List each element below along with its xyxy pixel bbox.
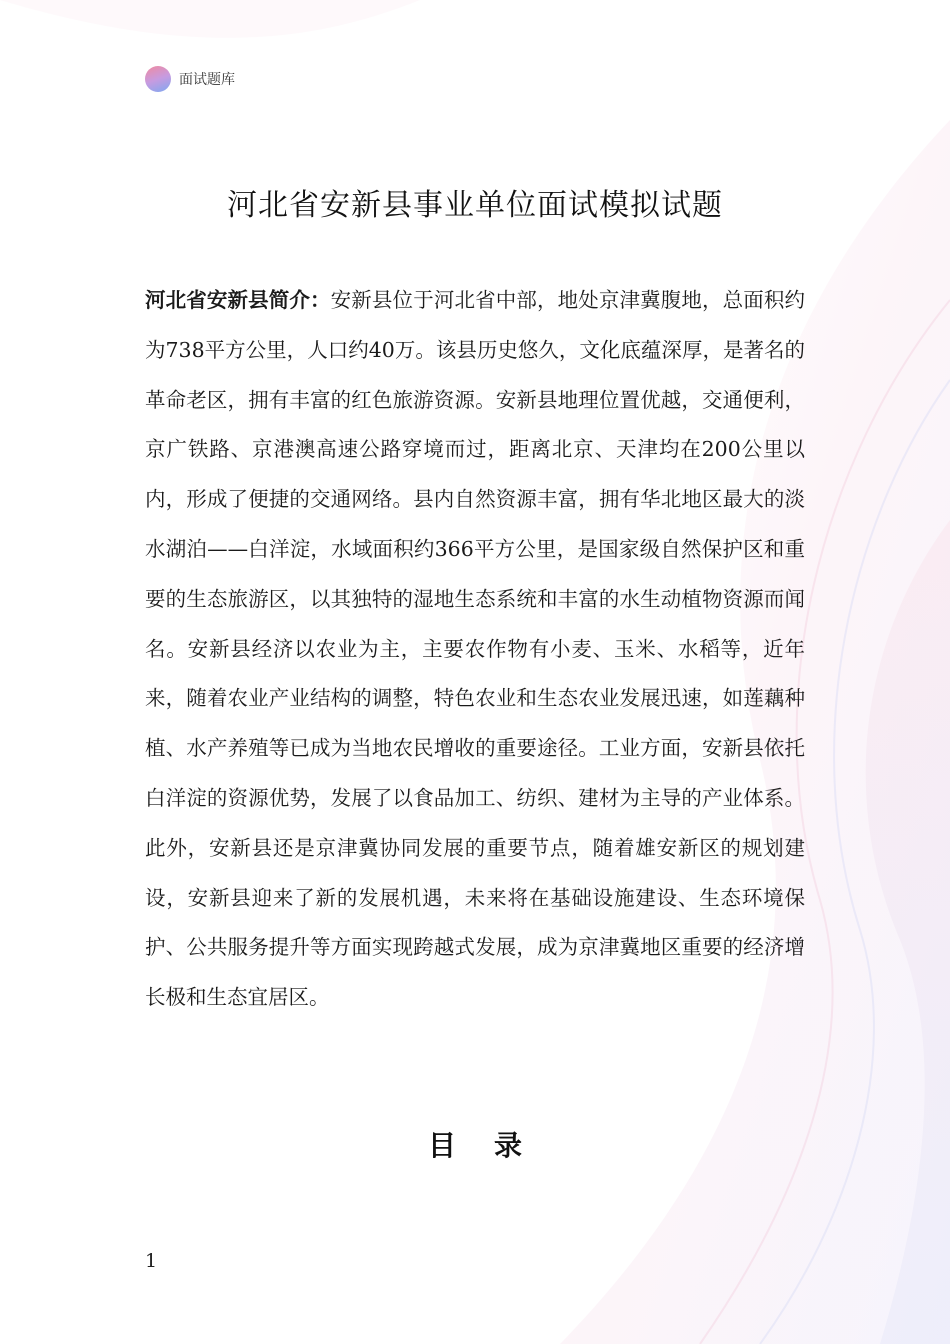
page-number: 1 <box>145 1250 158 1272</box>
intro-paragraph <box>145 276 805 1023</box>
logo-icon <box>145 66 171 92</box>
document-title: 河北省安新县事业单位面试模拟试题 <box>227 188 723 223</box>
intro-label: 河北省安新县简介： <box>145 288 331 312</box>
header-label: 面试题库 <box>179 72 235 88</box>
toc-heading: 目录 <box>427 1129 560 1162</box>
intro-text: 安新县位于河北省中部，地处京津冀腹地，总面积约为738平方公里，人口约40万。该县历史悠久，文化底蕴深厚，是著名的革命老区，拥有丰富的红色旅游资源。安新县地理位置优越，交通便利，京广铁路、京港澳高速公路穿境而过，距离北京、天津均在200公里以内，形成了便捷的交通网络。县内自然资源丰富，拥有华北地区最大的淡水湖泊——白洋淀，水域面积约366平方公里，是国家级自然保护区和重要的生态旅游区，以其独特的湿地生态系统和丰富的水生动植物资源而闻名。安新县经济以农业为主，主要农作物有小麦、玉米、水稻等，近年来，随着农业产业结构的调整，特色农业和生态农业发展迅速，如莲藕种植、水产养殖等已成为当地农民增收的重要途径。工业方面，安新县依托白洋淀的资源优势，发展了以食品加工、纺织、建材为主导的产业体系。此外，安新县还是京津冀协同发展的重要节点，随着雄安新区的规划建设，安新县迎来了新的发展机遇，未来将在基础设施建设、生态环境保护、公共服务提升等方面实现跨越式发展，成为京津冀地区重要的经济增长极和生态宜居区。 <box>145 288 806 1010</box>
header <box>145 66 235 92</box>
